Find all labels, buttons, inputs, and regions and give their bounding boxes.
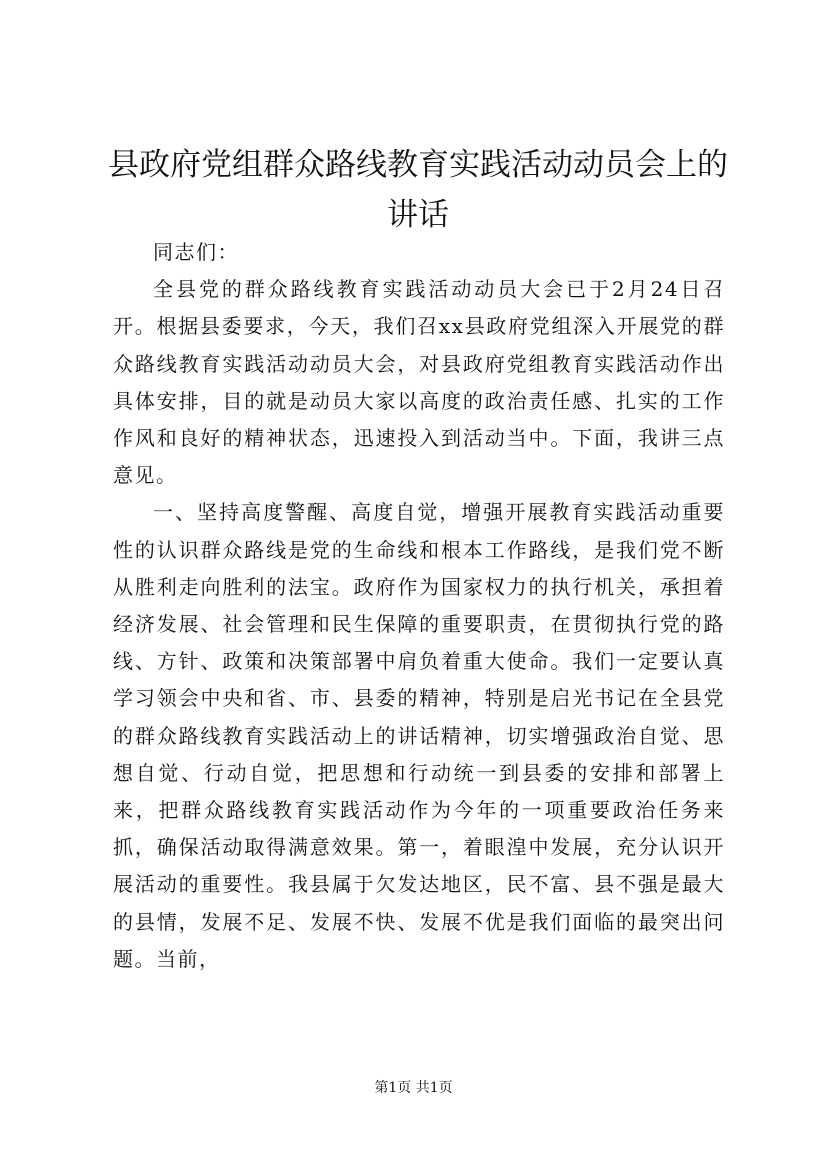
section-one-paragraph: 一、坚持高度警醒、高度自觉，增强开展教育实践活动重要性的认识群众路线是党的生命线和根本工作路线，是我们党不断从胜利走向胜利的法宝。政府作为国家权力的执行机关，承担着经济发展、社会管理和民生保障的重要职责，在贯彻执行党的路线、方针、政策和决策部署中肩负着重大使命。我们一定要认真学习领会中央和省、市、县委的精神，特别是启光书记在全县党的群众路线教育实践活动上的讲话精神，切实增强政治自觉、思想自觉、行动自觉，把思想和行动统一到县委的安排和部署上来，把群众路线教育实践活动作为今年的一项重要政治任务来抓，确保活动取得满意效果。第一，着眼湟中发展，充分认识开展活动的重要性。我县属于欠发达地区，民不富、县不强是最大的县情，发展不足、发展不快、发展不优是我们面临的最突出问题。当前， [113,500,725,971]
salutation-paragraph: 同志们： [153,240,239,264]
page-footer: 第1页 共1页 [374,1080,453,1096]
intro-paragraph: 全县党的群众路线教育实践活动动员大会已于2月24日召开。根据县委要求，今天，我们召xx县政府党组深入开展党的群众路线教育实践活动动员大会，对县政府党组教育实践活动作出具体安排，目的就是动员大家以高度的政治责任感、扎实的工作作风和良好的精神状态，迅速投入到活动当中。下面，我讲三点意见。 [113,277,725,488]
document-title: 县政府党组群众路线教育实践活动动员会上的讲话 [108,147,728,233]
document-body [113,234,725,978]
